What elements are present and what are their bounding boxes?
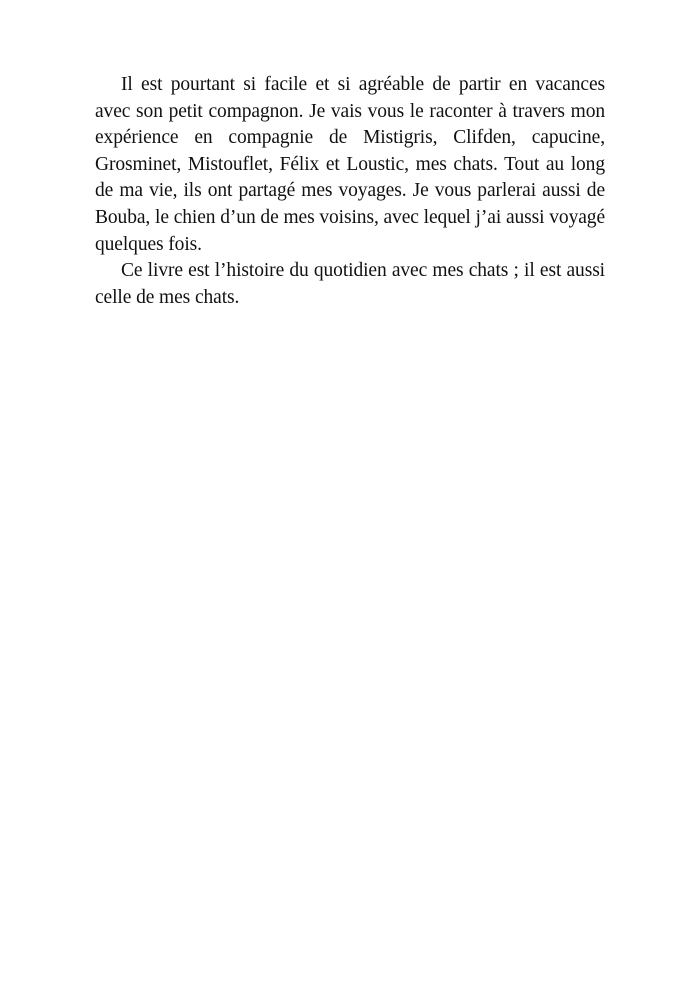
paragraph-1: Il est pourtant si facile et si agréable de partir en vacances avec son petit compagnon. Je vais vous le raconter à travers mon expérience en compagnie de Mistigris, Clifden, capucine, Grosminet, Mistouflet, Félix et Loustic, mes chats. Tout au long de ma vie, ils ont partagé mes voyages. Je vous parlerai aussi de Bouba, le chien d’un de mes voisins, avec lequel j’ai aussi voyagé quelques fois. [95,74,605,255]
paragraph-2: Ce livre est l’histoire du quotidien avec mes chats ; il est aussi celle de mes chats. [95,260,605,308]
body-text [95,72,605,311]
